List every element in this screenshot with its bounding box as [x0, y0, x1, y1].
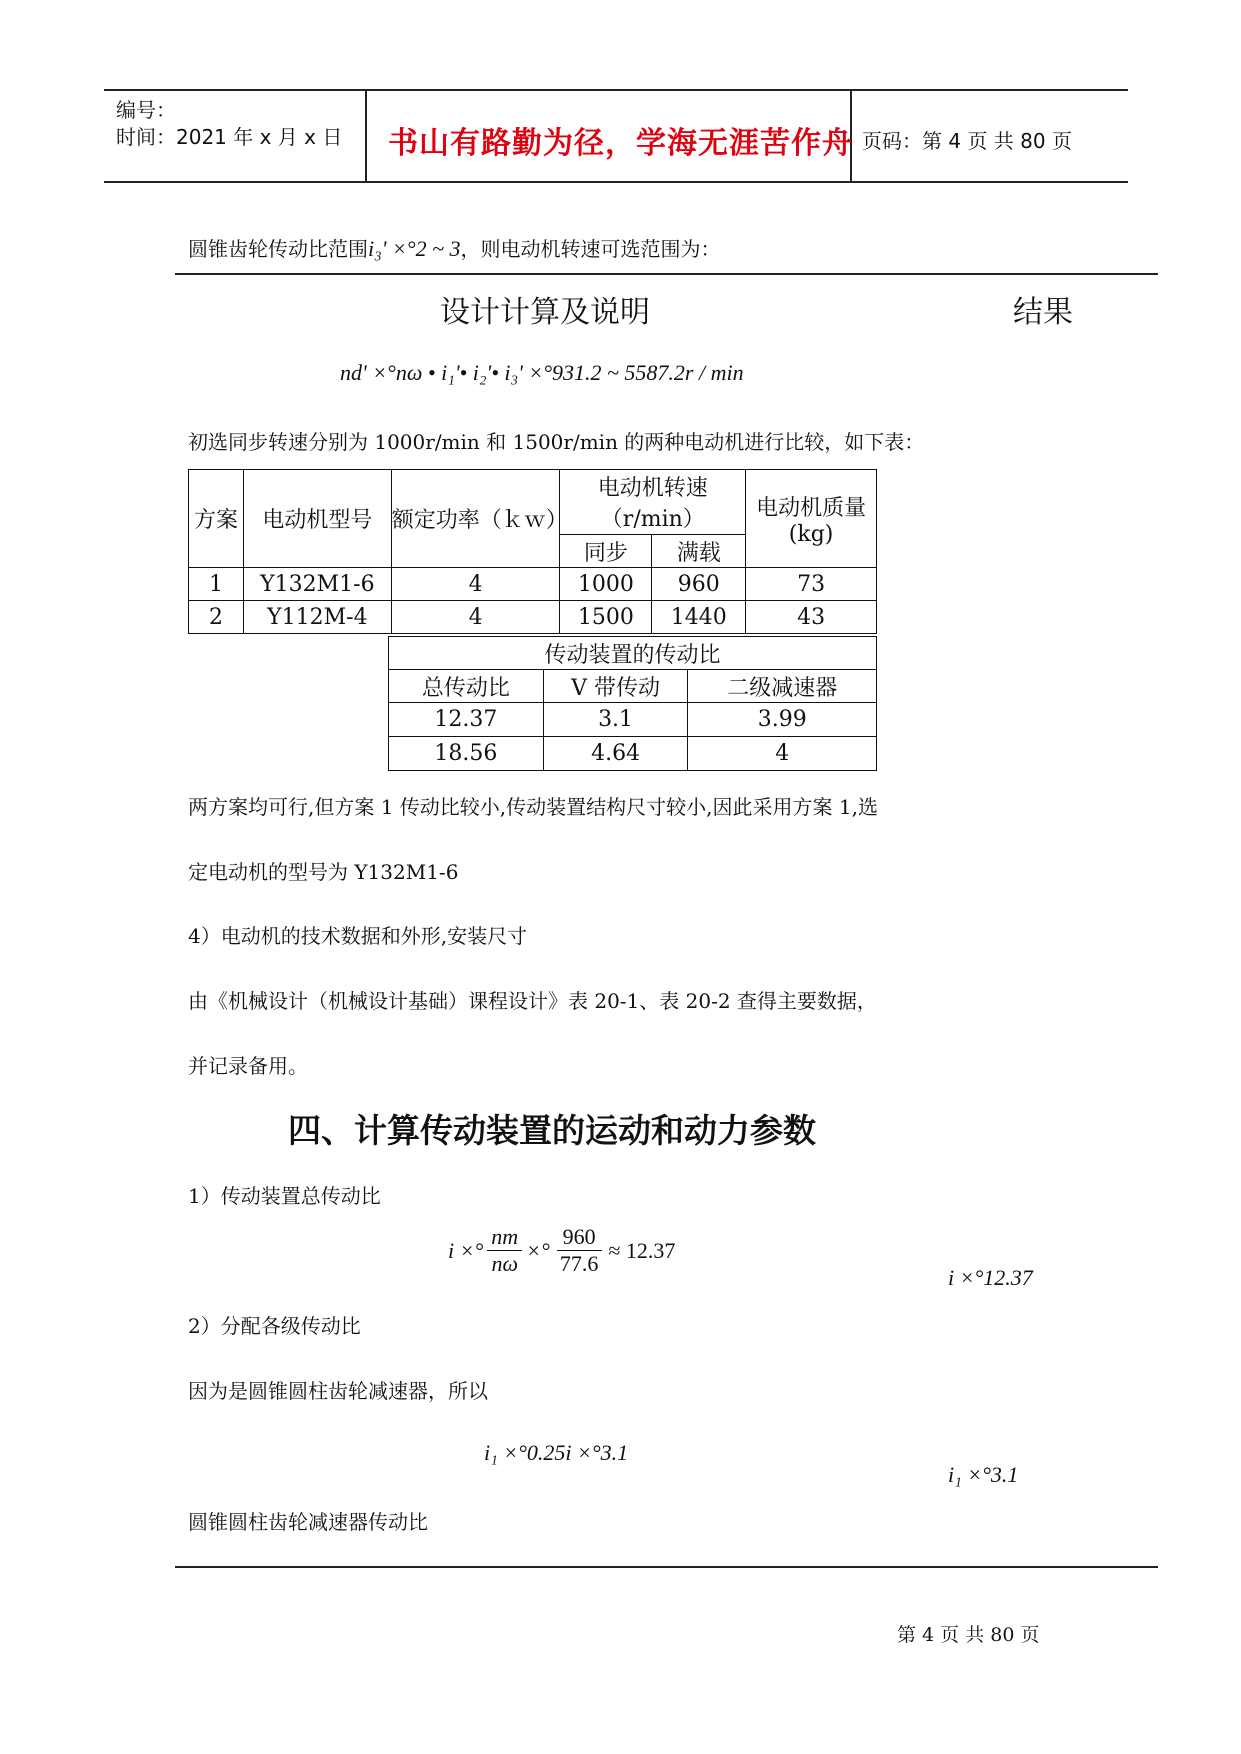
cell-scheme: 2 — [189, 601, 244, 634]
total-ratio-formula — [448, 1224, 675, 1277]
cell-model: Y112M-4 — [243, 601, 391, 634]
content-top-rule — [175, 273, 1158, 275]
cell-total-ratio: 12.37 — [389, 703, 544, 737]
header-vbelt-ratio: V 带传动 — [543, 670, 688, 703]
fraction-denominator: nω — [491, 1251, 518, 1276]
cell-reducer-ratio: 4 — [688, 737, 877, 771]
cell-scheme: 1 — [189, 568, 244, 601]
cell-power: 4 — [391, 601, 560, 634]
fraction-numerator: 960 — [557, 1224, 602, 1251]
section-title: 四、计算传动装置的运动和动力参数 — [288, 1111, 816, 1150]
cell-full: 1440 — [652, 601, 746, 634]
time-label: 时间：2021 年 x 月 x 日 — [116, 125, 343, 149]
intro-formula: i₃' ×°2 ~ 3 — [368, 236, 461, 261]
reason-line: 因为是圆锥圆柱齿轮减速器，所以 — [188, 1379, 488, 1403]
formula-rhs: ≈ 12.37 — [608, 1237, 676, 1263]
table-row — [189, 568, 877, 601]
serial-label: 编号： — [116, 98, 176, 122]
header-sync: 同步 — [560, 535, 652, 568]
fraction-denominator: 77.6 — [559, 1251, 599, 1276]
cell-sync: 1500 — [560, 601, 652, 634]
header-full: 满载 — [652, 535, 746, 568]
paragraph-5: 并记录备用。 — [188, 1054, 308, 1078]
cell-power: 4 — [391, 568, 560, 601]
step-1: 1）传动装置总传动比 — [188, 1184, 381, 1208]
cell-sync: 1000 — [560, 568, 652, 601]
speed-formula: nd' ×°nω • i₁'• i₂'• i₃' ×°931.2 ~ 5587.2r / min — [340, 360, 744, 385]
page-code: 页码：第 4 页 共 80 页 — [862, 129, 1072, 153]
intro-line — [188, 233, 721, 262]
cell-reducer-ratio: 3.99 — [688, 703, 877, 737]
header-total-ratio: 总传动比 — [389, 670, 544, 703]
content-bottom-rule — [175, 1566, 1158, 1568]
header-speed: 电动机转速（r/min） — [560, 470, 746, 535]
header-model: 电动机型号 — [243, 470, 391, 568]
header-mass: 电动机质量(kg) — [746, 470, 877, 568]
fraction-values — [554, 1224, 605, 1277]
paragraph-1: 两方案均可行,但方案 1 传动比较小,传动装置结构尺寸较小,因此采用方案 1,选 — [188, 795, 878, 819]
header-divider-left — [365, 89, 367, 182]
total-ratio-result: i ×°12.37 — [948, 1265, 1033, 1290]
table-row — [189, 601, 877, 634]
cell-model: Y132M1-6 — [243, 568, 391, 601]
header-reducer-ratio: 二级减速器 — [688, 670, 877, 703]
header-power: 额定功率（ｋｗ） — [391, 470, 560, 568]
i1-result: i₁ ×°3.1 — [948, 1462, 1019, 1487]
intro-tail: ，则电动机转速可选范围为： — [460, 237, 721, 261]
table-row — [389, 703, 877, 737]
formula-mid: ×° — [526, 1237, 550, 1263]
compare-line: 初选同步转速分别为 1000r/min 和 1500r/min 的两种电动机进行比较，如下表： — [188, 430, 925, 454]
paragraph-4: 由《机械设计（机械设计基础）课程设计》表 20-1、表 20-2 查得主要数据， — [188, 989, 877, 1013]
paragraph-2: 定电动机的型号为 Y132M1-6 — [188, 860, 459, 884]
cell-mass: 73 — [746, 568, 877, 601]
step-2: 2）分配各级传动比 — [188, 1314, 361, 1338]
table-row — [389, 737, 877, 771]
header-bottom-rule — [104, 181, 1128, 183]
design-column-heading: 设计计算及说明 — [440, 295, 650, 330]
reducer-line: 圆锥圆柱齿轮减速器传动比 — [188, 1510, 428, 1534]
cell-vbelt-ratio: 3.1 — [543, 703, 688, 737]
cell-total-ratio: 18.56 — [389, 737, 544, 771]
result-column-heading: 结果 — [1013, 295, 1073, 330]
i1-formula: i₁ ×°0.25i ×°3.1 — [484, 1440, 629, 1465]
formula-lhs: i ×° — [448, 1237, 484, 1263]
cell-mass: 43 — [746, 601, 877, 634]
ratio-table — [388, 636, 877, 771]
ratio-table-title: 传动装置的传动比 — [389, 637, 877, 670]
fraction-numerator: nm — [487, 1224, 522, 1251]
header-scheme: 方案 — [189, 470, 244, 568]
motor-table — [188, 469, 877, 634]
cell-full: 960 — [652, 568, 746, 601]
header-top-rule — [104, 89, 1128, 91]
intro-text: 圆锥齿轮传动比范围 — [188, 237, 368, 261]
cell-vbelt-ratio: 4.64 — [543, 737, 688, 771]
fraction-speed — [487, 1224, 522, 1277]
motto: 书山有路勤为径，学海无涯苦作舟 — [388, 126, 853, 161]
footer-page-number: 第 4 页 共 80 页 — [897, 1624, 1040, 1646]
paragraph-3: 4）电动机的技术数据和外形,安装尺寸 — [188, 924, 528, 948]
